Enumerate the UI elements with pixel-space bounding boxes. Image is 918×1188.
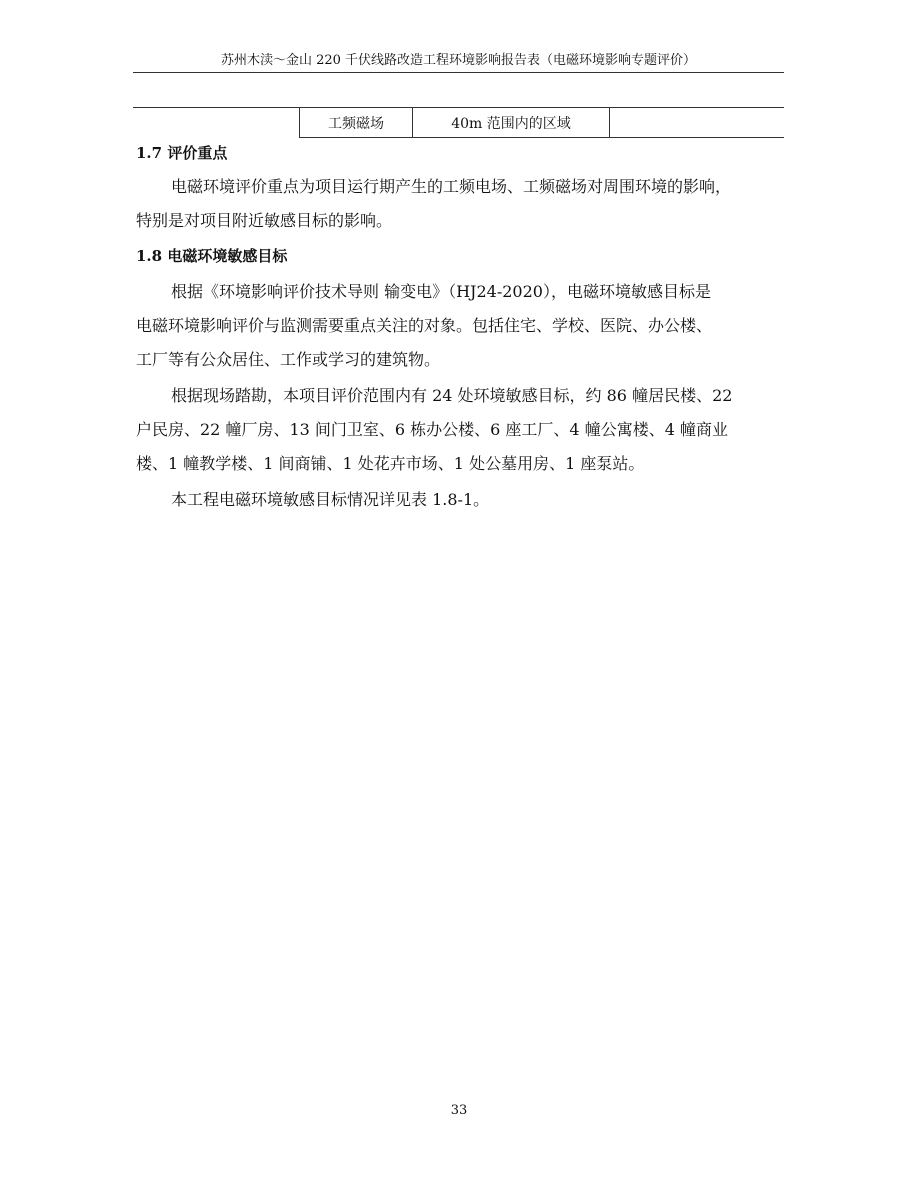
document-title: 苏州木渎～金山 220 千伏线路改造工程环境影响报告表（电磁环境影响专题评价） [220,53,697,68]
paragraph-line: 工厂等有公众居住、工作或学习的建筑物。 [136,350,441,369]
paragraph [136,483,786,517]
paragraph-line: 楼、1 幢教学楼、1 间商铺、1 处花卉市场、1 处公墓用房、1 座泵站。 [136,454,645,473]
paragraph [136,379,786,481]
table-row [133,108,784,138]
table-cell: 工频磁场 [300,108,413,138]
paragraph-line: 特别是对项目附近敏感目标的影响。 [136,211,393,230]
paragraph-line: 户民房、22 幢厂房、13 间门卫室、6 栋办公楼、6 座工厂、4 幢公寓楼、4 幢商业 [136,420,728,439]
section-heading: 1.7 评价重点 [136,144,228,162]
paragraph-line: 根据《环境影响评价技术导则 输变电》（HJ24-2020），电磁环境敏感目标是 [171,282,711,301]
paragraph-line: 电磁环境影响评价与监测需要重点关注的对象。包括住宅、学校、医院、办公楼、 [136,316,713,335]
paragraph [136,170,786,238]
section-heading: 1.8 电磁环境敏感目标 [136,247,288,265]
scope-table-fragment [133,107,784,138]
page-header [133,50,784,73]
paragraph-line: 本工程电磁环境敏感目标情况详见表 1.8-1。 [171,490,490,509]
page-number: 33 [450,1103,468,1118]
table-cell: 40m 范围内的区域 [413,108,610,138]
table-cell [133,108,300,138]
paragraph [136,275,786,377]
table-cell [610,108,785,138]
paragraph-line: 根据现场踏勘，本项目评价范围内有 24 处环境敏感目标，约 86 幢居民楼、22 [171,386,733,405]
paragraph-line: 电磁环境评价重点为项目运行期产生的工频电场、工频磁场对周围环境的影响， [171,177,732,196]
